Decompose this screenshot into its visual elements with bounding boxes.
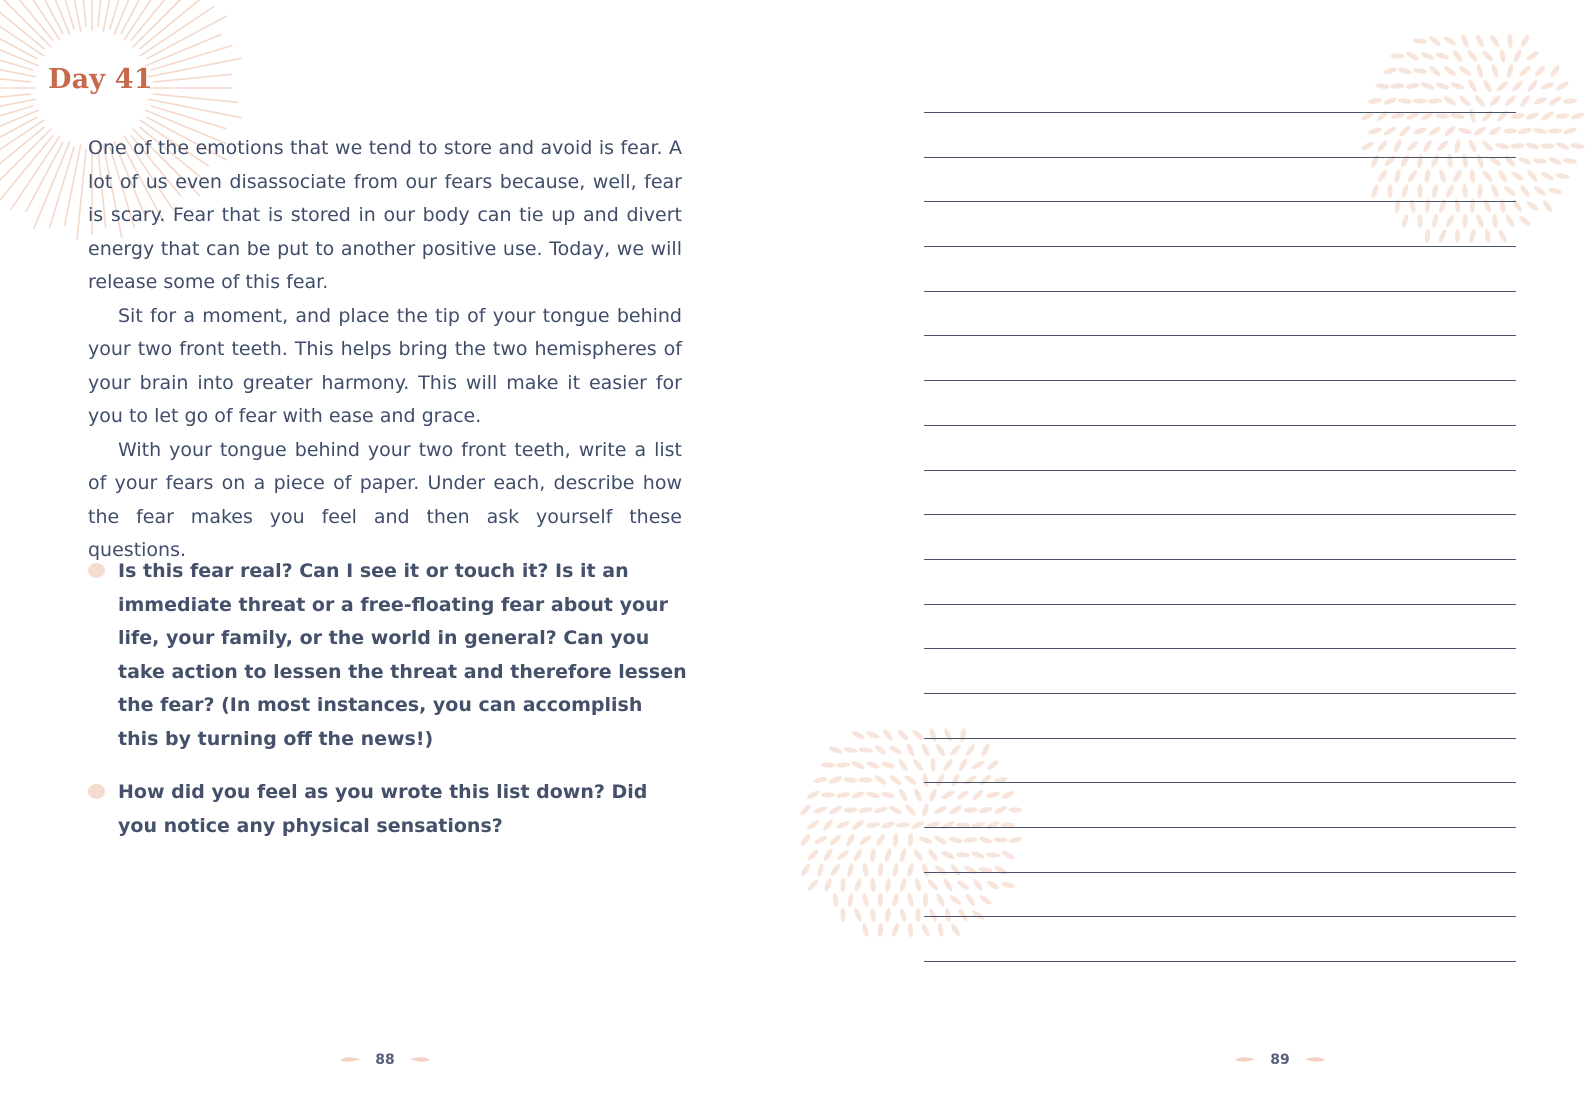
writing-lines <box>924 112 1516 1006</box>
writing-line <box>924 470 1516 515</box>
question-list <box>88 555 688 843</box>
writing-line <box>924 961 1516 1006</box>
paragraph: Sit for a moment, and place the tip of your tongue behind your two front teeth. This helps bring the two hemispheres of your brain into greater harmony. This will make it easier for you to let go of fear with ease and grace. <box>88 304 682 427</box>
writing-line <box>924 380 1516 425</box>
question-text: Is this fear real? Can I see it or touch it? Is it an immediate threat or a free-floating fear about your life, your family, or the world in general? Can you take action to lessen the threat and therefore lessen the fear? (In most instances, you can accomplish this by turning off the news!) <box>118 560 687 750</box>
writing-line <box>924 112 1516 157</box>
writing-line <box>924 693 1516 738</box>
writing-line <box>924 559 1516 604</box>
leaf-ornament-icon <box>339 1055 361 1065</box>
question-text: How did you feel as you wrote this list down? Did you notice any physical sensations? <box>118 781 648 837</box>
writing-line <box>924 604 1516 649</box>
writing-line <box>924 827 1516 872</box>
leaf-ornament-icon <box>409 1055 431 1065</box>
right-page <box>798 0 1596 1116</box>
writing-line <box>924 291 1516 336</box>
question-item <box>88 776 688 843</box>
bullet-dot-icon <box>88 784 105 799</box>
leaf-ornament-icon <box>1304 1055 1326 1065</box>
bullet-dot-icon <box>88 563 105 578</box>
leaf-ornament-icon <box>1234 1055 1256 1065</box>
writing-line <box>924 157 1516 202</box>
writing-line <box>924 425 1516 470</box>
paragraph: One of the emotions that we tend to store and avoid is fear. A lot of us even disassociate from our fears because, well, fear is scary. Fear that is stored in our body can tie up and divert energy that can be put to another positive use. Today, we will release some of this fear. <box>88 137 682 293</box>
page-number: 89 <box>1270 1052 1290 1068</box>
writing-line <box>924 916 1516 961</box>
writing-line <box>924 335 1516 380</box>
page-title: Day 41 <box>48 64 153 95</box>
question-item <box>88 555 688 756</box>
writing-line <box>924 782 1516 827</box>
body-text <box>88 132 682 568</box>
writing-line <box>924 648 1516 693</box>
writing-line <box>924 514 1516 559</box>
writing-line <box>924 738 1516 783</box>
page-number: 88 <box>375 1052 395 1068</box>
paragraph: With your tongue behind your two front teeth, write a list of your fears on a piece of paper. Under each, describe how the fear makes you feel and then ask yourself these questions. <box>88 438 682 561</box>
writing-line <box>924 872 1516 917</box>
page-footer <box>325 1052 445 1068</box>
page-footer <box>1220 1052 1340 1068</box>
writing-line <box>924 246 1516 291</box>
writing-line <box>924 201 1516 246</box>
